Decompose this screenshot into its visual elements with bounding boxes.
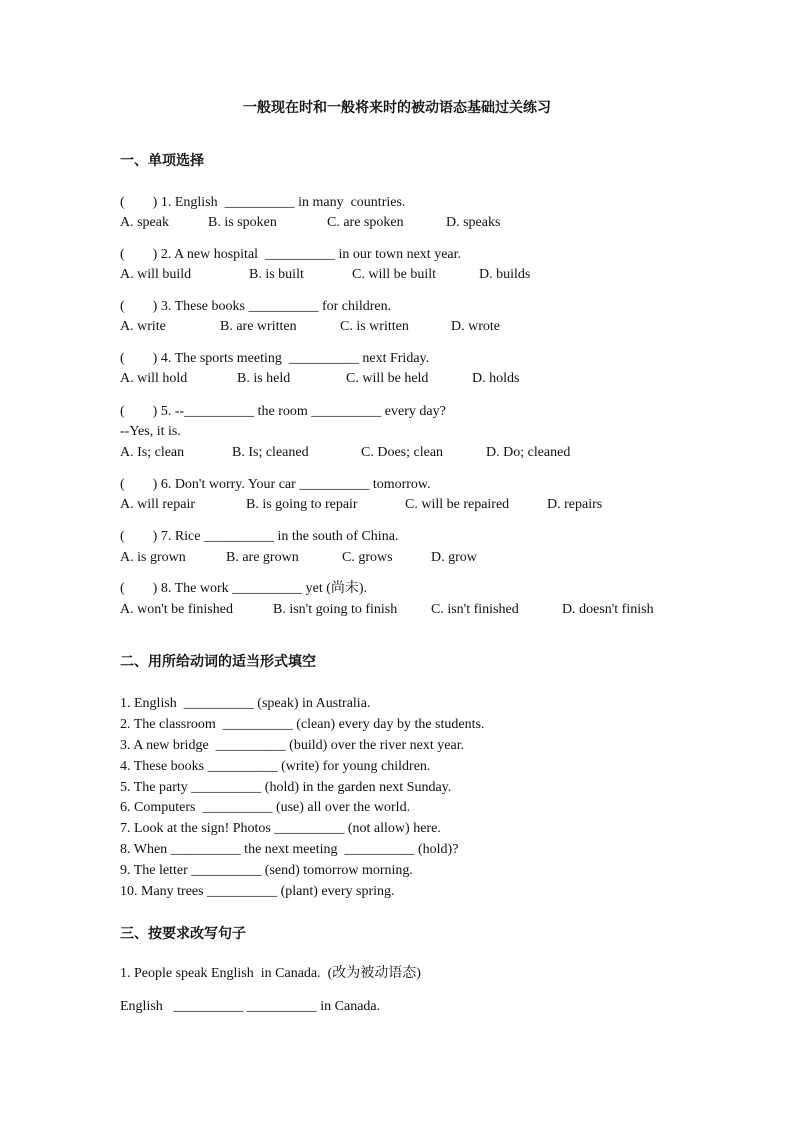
option-c: C. grows: [342, 550, 393, 565]
option-c: C. are spoken: [327, 215, 404, 230]
option-a: A. speak: [120, 215, 169, 230]
fill-item: 2. The classroom __________ (clean) every day by the students.: [120, 717, 485, 732]
option-b: B. are written: [220, 319, 297, 334]
question-stem: ( ) 6. Don't worry. Your car __________ tomorrow.: [120, 477, 431, 492]
option-a: A. will repair: [120, 497, 196, 512]
option-a: A. won't be finished: [120, 602, 233, 617]
question-stem: ( ) 5. --__________ the room __________ every day?: [120, 404, 446, 419]
question-stem: ( ) 3. These books __________ for children.: [120, 299, 392, 314]
option-d: D. speaks: [446, 215, 501, 230]
option-d: D. grow: [431, 550, 477, 565]
option-b: B. is built: [249, 267, 304, 282]
option-b: B. is going to repair: [246, 497, 358, 512]
fill-item: 5. The party __________ (hold) in the garden next Sunday.: [120, 780, 452, 795]
fill-item: 1. English __________ (speak) in Australia.: [120, 696, 371, 711]
option-d: D. holds: [472, 371, 520, 386]
fill-item: 3. A new bridge __________ (build) over the river next year.: [120, 738, 465, 753]
question-stem: ( ) 1. English __________ in many countries.: [120, 195, 406, 210]
rewrite-item: 1. People speak English in Canada. (改为被动语态): [120, 966, 421, 981]
option-a: A. is grown: [120, 550, 186, 565]
option-d: D. repairs: [547, 497, 603, 512]
option-c: C. isn't finished: [431, 602, 519, 617]
option-a: A. write: [120, 319, 166, 334]
page-title: 一般现在时和一般将来时的被动语态基础过关练习: [243, 100, 551, 116]
option-b: B. isn't going to finish: [273, 602, 398, 617]
question-stem: ( ) 4. The sports meeting __________ next Friday.: [120, 351, 430, 366]
option-c: C. Does; clean: [361, 445, 444, 460]
option-d: D. wrote: [451, 319, 500, 334]
option-c: C. will be built: [352, 267, 436, 282]
option-b: B. is held: [237, 371, 291, 386]
option-c: C. will be held: [346, 371, 429, 386]
fill-item: 7. Look at the sign! Photos __________ (not allow) here.: [120, 821, 441, 836]
option-d: D. Do; cleaned: [486, 445, 571, 460]
rewrite-answer-line: English __________ __________ in Canada.: [120, 999, 381, 1014]
fill-item: 9. The letter __________ (send) tomorrow morning.: [120, 863, 413, 878]
option-d: D. builds: [479, 267, 531, 282]
section-heading-multiple-choice: 一、单项选择: [120, 153, 204, 169]
option-a: A. Is; clean: [120, 445, 185, 460]
option-a: A. will build: [120, 267, 192, 282]
option-c: C. is written: [340, 319, 409, 334]
question-answer-line: --Yes, it is.: [120, 424, 181, 439]
question-stem: ( ) 2. A new hospital __________ in our town next year.: [120, 247, 462, 262]
fill-item: 4. These books __________ (write) for young children.: [120, 759, 431, 774]
fill-item: 10. Many trees __________ (plant) every spring.: [120, 884, 395, 899]
question-stem: ( ) 7. Rice __________ in the south of China.: [120, 529, 399, 544]
question-stem: ( ) 8. The work __________ yet (尚未).: [120, 581, 368, 596]
option-b: B. is spoken: [208, 215, 277, 230]
option-a: A. will hold: [120, 371, 188, 386]
section-heading-rewrite: 三、按要求改写句子: [120, 926, 246, 942]
fill-item: 8. When __________ the next meeting __________ (hold)?: [120, 842, 459, 857]
option-c: C. will be repaired: [405, 497, 510, 512]
option-b: B. Is; cleaned: [232, 445, 309, 460]
section-heading-fill-in: 二、用所给动词的适当形式填空: [120, 654, 316, 670]
option-d: D. doesn't finish: [562, 602, 654, 617]
option-b: B. are grown: [226, 550, 299, 565]
fill-item: 6. Computers __________ (use) all over the world.: [120, 800, 411, 815]
